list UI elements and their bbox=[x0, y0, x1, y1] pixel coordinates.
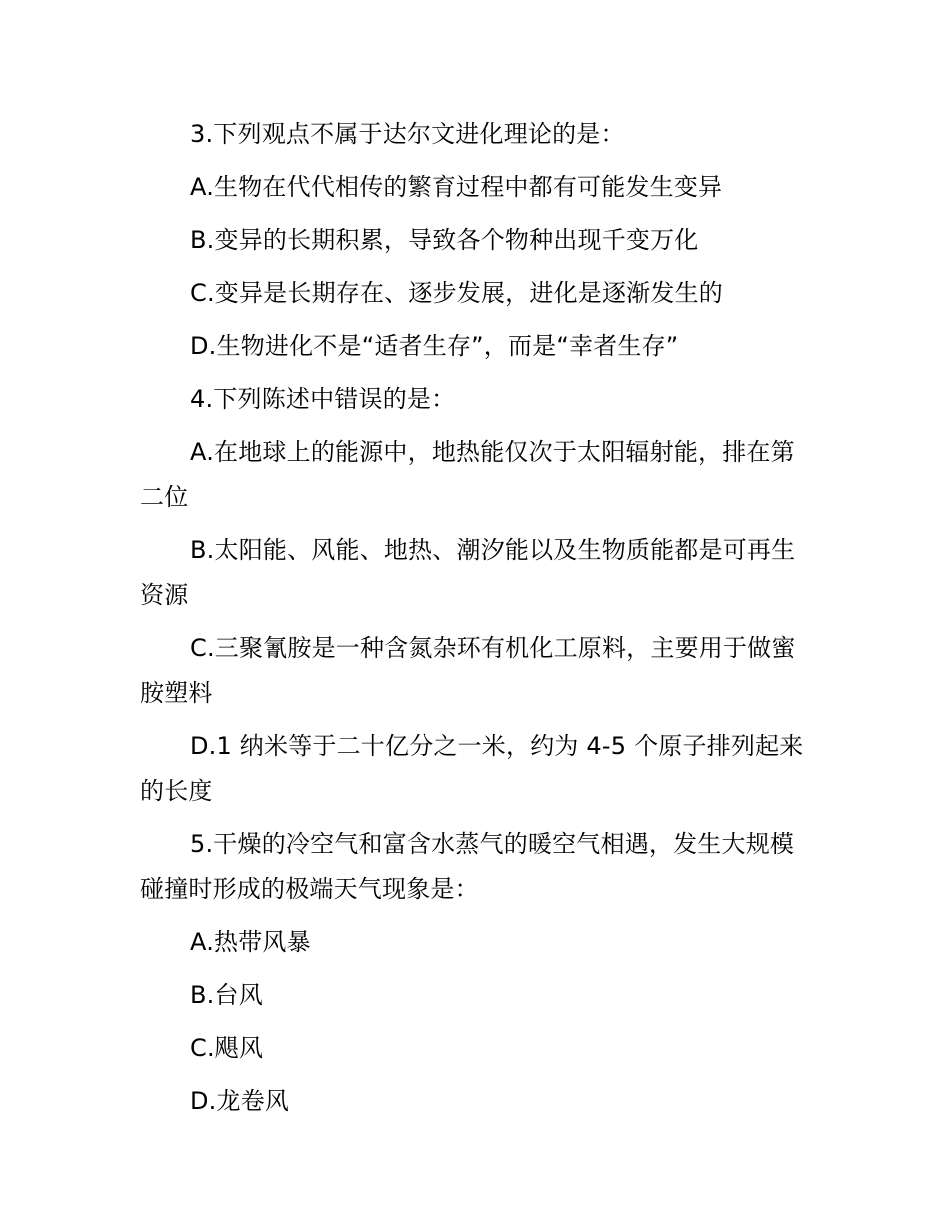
document-body bbox=[140, 112, 812, 1132]
question-3-option-a: A.生物在代代相传的繁育过程中都有可能发生变异 bbox=[190, 173, 723, 201]
question-5-option-a: A.热带风暴 bbox=[190, 928, 311, 956]
question-5-option-d: D.龙卷风 bbox=[190, 1087, 290, 1115]
question-4-option-b: B.太阳能、风能、地热、潮汐能以及生物质能都是可再生资源 bbox=[140, 536, 796, 609]
question-3-option-d: D.生物进化不是“适者生存”，而是“幸者生存” bbox=[190, 332, 679, 360]
question-4-option-a: A.在地球上的能源中，地热能仅次于太阳辐射能，排在第二位 bbox=[140, 438, 795, 511]
question-4-option-d: D.1 纳米等于二十亿分之一米，约为 4-5 个原子排列起来的长度 bbox=[140, 732, 804, 805]
question-3-option-c: C.变异是长期存在、逐步发展，进化是逐渐发生的 bbox=[190, 279, 723, 307]
question-5-stem: 5.干燥的冷空气和富含水蒸气的暖空气相遇，发生大规模碰撞时形成的极端天气现象是： bbox=[140, 830, 795, 903]
question-4-option-c: C.三聚氰胺是一种含氮杂环有机化工原料，主要用于做蜜胺塑料 bbox=[140, 634, 796, 707]
question-3-stem: 3.下列观点不属于达尔文进化理论的是： bbox=[190, 120, 625, 148]
question-4-stem: 4.下列陈述中错误的是： bbox=[190, 385, 456, 413]
question-3-option-b: B.变异的长期积累，导致各个物种出现千变万化 bbox=[190, 226, 699, 254]
question-5-option-b: B.台风 bbox=[190, 981, 263, 1009]
question-5-option-c: C.飓风 bbox=[190, 1034, 264, 1062]
